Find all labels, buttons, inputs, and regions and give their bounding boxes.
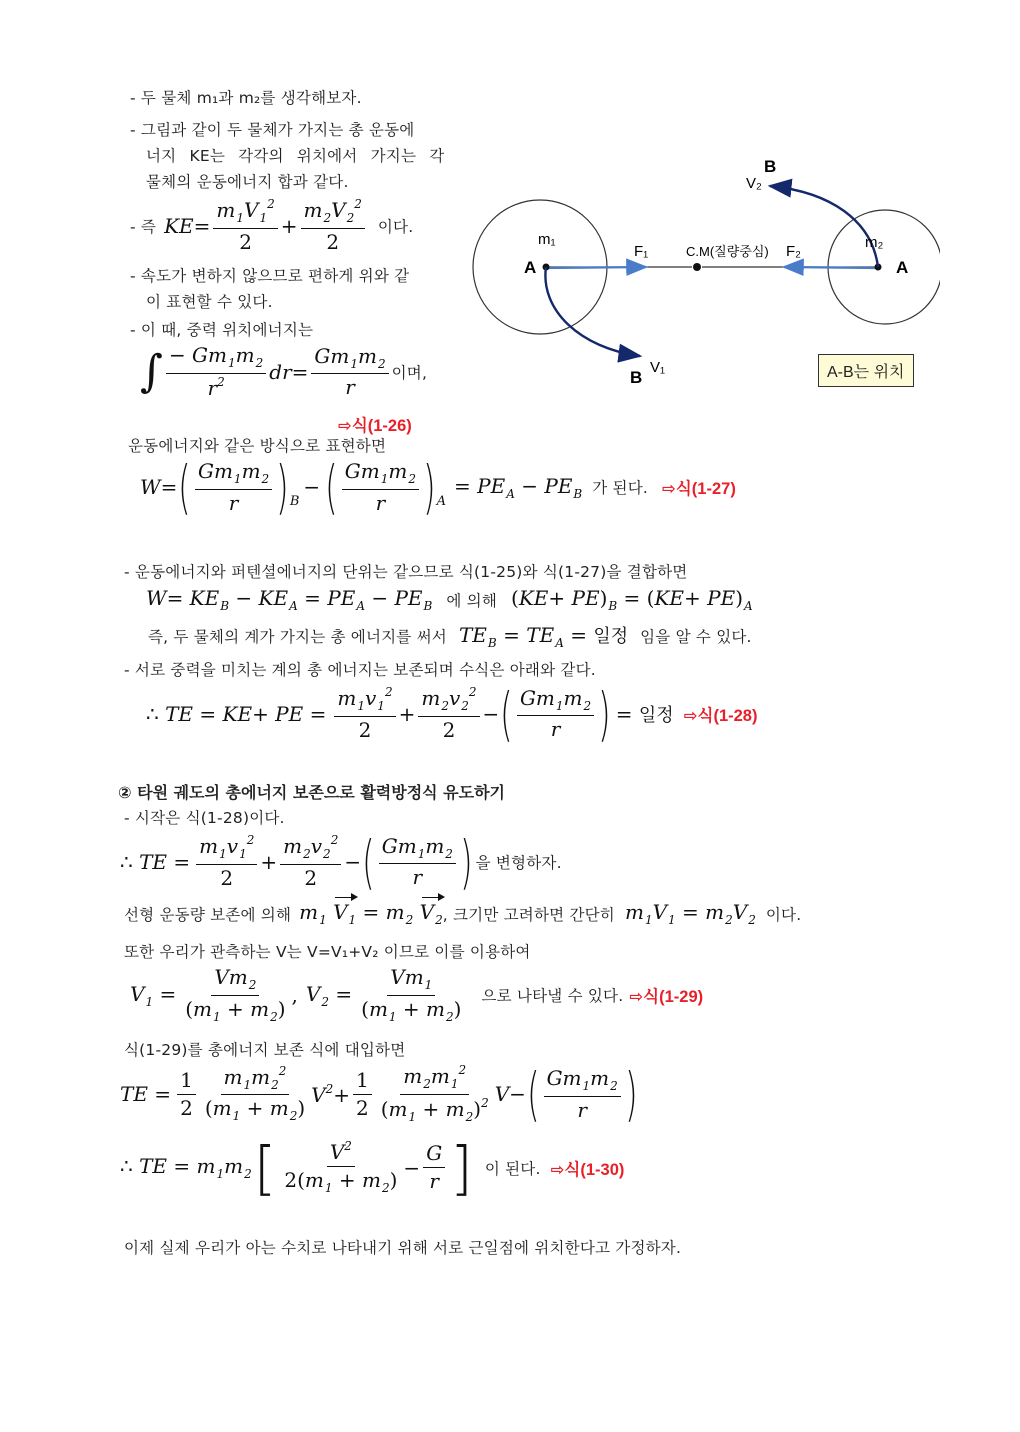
v1-label: V₁ (650, 359, 666, 376)
text-line: - 두 물체 m₁과 m₂를 생각해보자. (130, 89, 362, 107)
center-of-mass-dot (693, 263, 701, 271)
equation-ref: ⇨식(1-26) (338, 417, 412, 435)
relation-mid: 에 의해 (446, 591, 498, 610)
text-line: 즉, 두 물체의 계가 가지는 총 에너지를 써서 (148, 628, 447, 646)
energy-relation: $W= KE_B - KE_A = PE_A - PE_B$ 에 의해 $(KE+ PE)_B = (KE+ PE)_A$ (146, 586, 753, 613)
m1-label: m₁ (538, 231, 556, 248)
text-line: 이제 실제 우리가 아는 수치로 나타내기 위해 서로 근일점에 위치한다고 가정하자. (124, 1239, 682, 1257)
text-line: 식(1-29)를 총에너지 보존 식에 대입하면 (124, 1041, 406, 1059)
text-line: 선형 운동량 보존에 의해 (124, 905, 292, 924)
velocity-v1-arrow (545, 267, 640, 356)
velocity-suffix: 으로 나타낼 수 있다. (481, 987, 624, 1006)
point-b-top: B (764, 157, 777, 176)
text-line: - 속도가 변하지 않으므로 편하게 위와 같 (130, 267, 410, 285)
velocity-equation: $V_1$ = $\frac{Vm_2}{(m_1 + m_2)}$ , $V_2$ = $\frac{Vm_1}{(m_1 + m_2)}$ 으로 나타낼 수 있다. ⇨식(1-29) (130, 965, 704, 1024)
point-a-right: A (896, 258, 909, 277)
te-final-suffix: 이 된다. (484, 1159, 541, 1178)
te-substituted: TE = $\frac{1}{2}$ $\frac{m_1m_2^2}{(m_1 + m_2)}$ $V^2+$ $\frac{1}{2}$ $\frac{m_2m_1^2}{(m_1 + m_2)^2}$ V− ( $\frac{Gm_1m_2}{r}$ ) (120, 1060, 638, 1129)
text-line: 임을 알 수 있다. (640, 628, 752, 646)
text-line: - 이 때, 중력 위치에너지는 (130, 321, 314, 339)
te-suffix: 을 변형하자. (475, 853, 562, 872)
text-line: - 시작은 식(1-28)이다. (124, 809, 285, 827)
section-heading: ② 타원 궤도의 총에너지 보존으로 활력방정식 유도하기 (118, 783, 506, 802)
momentum-line: 선형 운동량 보존에 의해 $m_1$ $V_1 = m_2$ $V_2$ , 크기만 고려하면 간단히 $m_1V_1 = m_2V_2$ 이다. (124, 900, 802, 927)
integral-suffix: 이며, (391, 363, 428, 382)
text-line: 너지 KE는 각각의 위치에서 가지는 각 (146, 147, 445, 165)
text-line: - 운동에너지와 퍼텐셜에너지의 단위는 같으므로 식(1-25)와 식(1-27)을 결합하면 (124, 563, 688, 581)
te-equation-start: ∴ TE = $\frac{m_1v_1^2}{2}$ + $\frac{m_2v_2^2}{2}$ − ( $\frac{Gm_1m_2}{r}$ ) 을 변형하자. (120, 827, 562, 896)
text-line: - 그림과 같이 두 물체가 가지는 총 운동에 (130, 121, 415, 139)
work-suffix: 가 된다. (592, 479, 649, 498)
f2-label: F₂ (786, 243, 801, 260)
point-b-bottom: B (630, 368, 643, 387)
m2-label: m₂ (865, 234, 884, 251)
position-note-box: A-B는 위치 (818, 354, 914, 387)
v2-label: V₂ (746, 175, 762, 192)
equation-ref: ⇨식(1-28) (683, 706, 758, 725)
eq-suffix: 이다. (377, 217, 414, 236)
equation-ref: ⇨식(1-27) (662, 480, 736, 499)
text-line: , 크기만 고려하면 간단히 (442, 905, 615, 924)
text-line: 또한 우리가 관측하는 V는 V=V₁+V₂ 이므로 이를 이용하여 (124, 943, 531, 961)
equation-ref: ⇨식(1-30) (550, 1160, 625, 1179)
constant-word: 일정 (638, 704, 674, 726)
work-equation: W= ( $\frac{Gm_1m_2}{r}$ ) B − ( $\frac{Gm_1m_2}{r}$ ) A = $PE_A - PE_B$ 가 된다. ⇨식(1-27) (140, 453, 736, 522)
text-line: 이 표현할 수 있다. (146, 293, 273, 311)
f1-label: F₁ (634, 243, 649, 260)
te-final-equation: ∴ TE = $m_1m_2$ [ $\frac{V^2}{2(m_1 + m_2)}$ − $\frac{G}{r}$ ] 이 된다. ⇨식(1-30) (120, 1133, 625, 1202)
text-line: 물체의 운동에너지 합과 같다. (146, 173, 349, 191)
eq-prefix: - 즉 (130, 217, 157, 236)
integral-equation: ∫ $\frac{- Gm_1m_2}{r^2}$ dr= $\frac{Gm_1m_2}{r}$ 이며, (140, 343, 428, 400)
text-line: 운동에너지와 같은 방식으로 표현하면 (128, 437, 387, 455)
total-energy-line: 즉, 두 물체의 계가 가지는 총 에너지를 써서 $TE_B = TE_A$ = 일정 임을 알 수 있다. (148, 623, 752, 650)
text-line: 이다. (765, 905, 802, 924)
point-a-left: A (524, 258, 537, 277)
cm-label: C.M(질량중심) (686, 244, 769, 259)
constant-word: 일정 (593, 626, 629, 647)
equation-ref: ⇨식(1-29) (629, 988, 704, 1007)
ke-equation: - 즉 KE= $\frac{m_1V_1^2}{2}$ + $\frac{m_2V_2^2}{2}$ 이다. (130, 197, 414, 254)
te-equation-1-28: ∴ TE = KE+ PE = $\frac{m_1v_1^2}{2}$ + $\frac{m_2v_2^2}{2}$ − ( $\frac{Gm_1m_2}{r}$ ) = 일정 ⇨식(1-28) (146, 679, 758, 748)
text-line: - 서로 중력을 미치는 계의 총 에너지는 보존되며 수식은 아래와 같다. (124, 661, 596, 679)
force-f2-arrow (784, 267, 875, 268)
force-f1-arrow (546, 267, 646, 268)
